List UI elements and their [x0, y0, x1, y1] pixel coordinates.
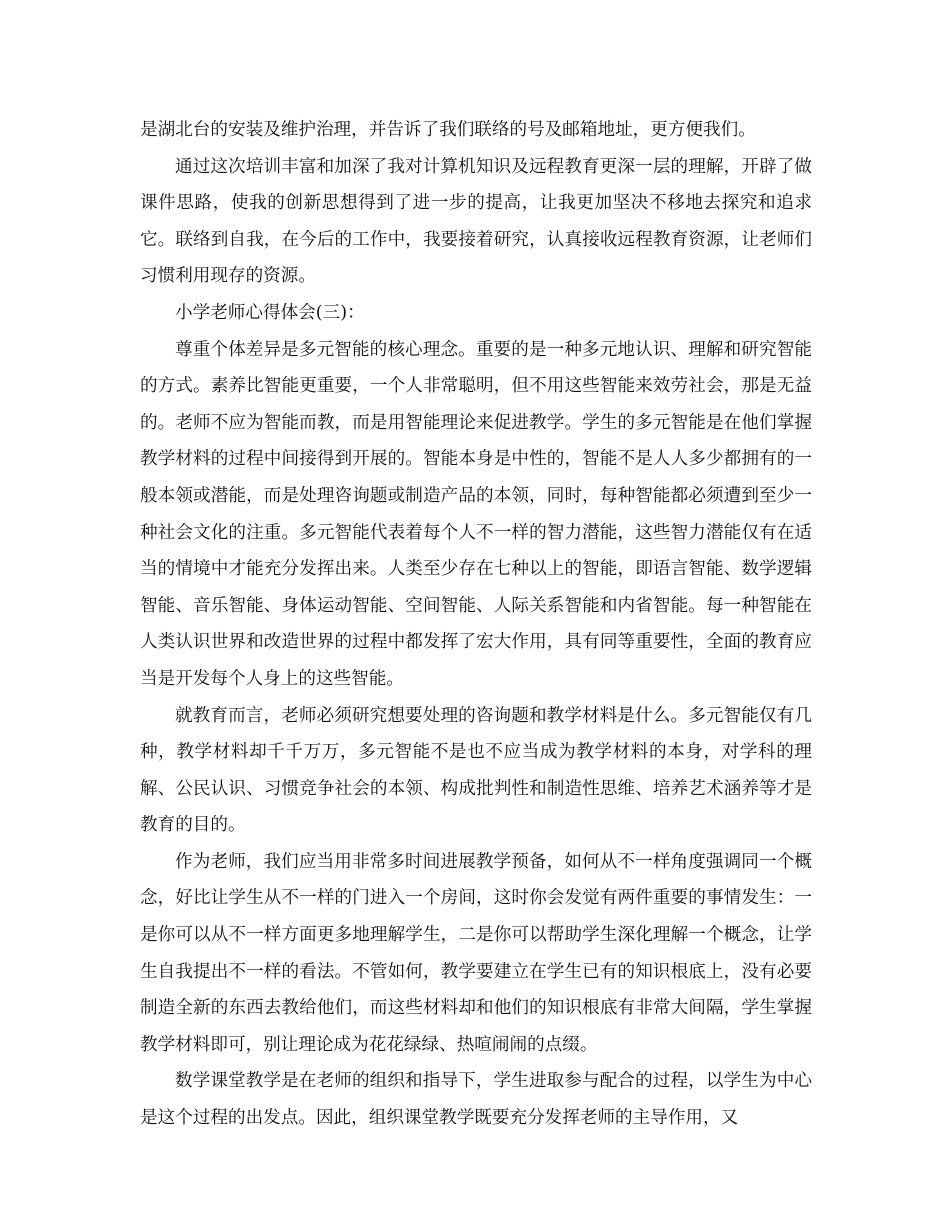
paragraph-education-purpose: 就教育而言，老师必须研究想要处理的咨询题和教学材料是什么。多元智能仅有几种，教学材料却千千万万，多元智能不是也不应当成为教学材料的本身，对学科的理解、公民认识、习惯竞争社会的本领、构成批判性和制造性思维、培养艺术涵养等才是教育的目的。	[140, 705, 812, 836]
paragraph-continuation: 是湖北台的安装及维护治理，并告诉了我们联络的号及邮箱地址，更方便我们。	[140, 120, 756, 140]
paragraph-teaching-preparation: 作为老师，我们应当用非常多时间进展教学预备，如何从不一样角度强调同一个概念，好比让学生从不一样的门进入一个房间，这时你会发觉有两件重要的事情发生：一是你可以从不一样方面更多地理解学生，二是你可以帮助学生深化理解一个概念，让学生自我提出不一样的看法。不管如何，教学要建立在学生已有的知识根底上，没有必要制造全新的东西去教给他们，而这些材料却和他们的知识根底有非常大间隔，学生掌握教学材料即可，别让理论成为花花绿绿、热喧闹闹的点缀。	[140, 851, 812, 1055]
section-heading: 小学老师心得体会(三)：	[175, 302, 365, 323]
paragraph-training-reflection: 通过这次培训丰富和加深了我对计算机知识及远程教育更深一层的理解，开辟了做课件思路，使我的创新思想得到了进一步的提高，让我更加坚决不移地去探究和追求它。联络到自我，在今后的工作中，我要接着研究，认真接收远程教育资源，让老师们习惯利用现存的资源。	[140, 156, 812, 287]
document-body	[140, 112, 812, 1137]
paragraph-math-classroom: 数学课堂教学是在老师的组织和指导下，学生进取参与配合的过程，以学生为中心是这个过程的出发点。因此，组织课堂教学既要充分发挥老师的主导作用，又	[140, 1071, 812, 1129]
paragraph-multiple-intelligences: 尊重个体差异是多元智能的核心理念。重要的是一种多元地认识、理解和研究智能的方式。素养比智能更重要，一个人非常聪明，但不用这些智能来效劳社会，那是无益的。老师不应为智能而教，而是用智能理论来促进教学。学生的多元智能是在他们掌握教学材料的过程中间接得到开展的。智能本身是中性的，智能不是人人多少都拥有的一般本领或潜能，而是处理咨询题或制造产品的本领，同时，每种智能都必须遭到至少一种社会文化的注重。多元智能代表着每个人不一样的智力潜能，这些智力潜能仅有在适当的情境中才能充分发挥出来。人类至少存在七种以上的智能，即语言智能、数学逻辑智能、音乐智能、身体运动智能、空间智能、人际关系智能和内省智能。每一种智能在人类认识世界和改造世界的过程中都发挥了宏大作用，具有同等重要性，全面的教育应当是开发每个人身上的这些智能。	[140, 339, 812, 689]
